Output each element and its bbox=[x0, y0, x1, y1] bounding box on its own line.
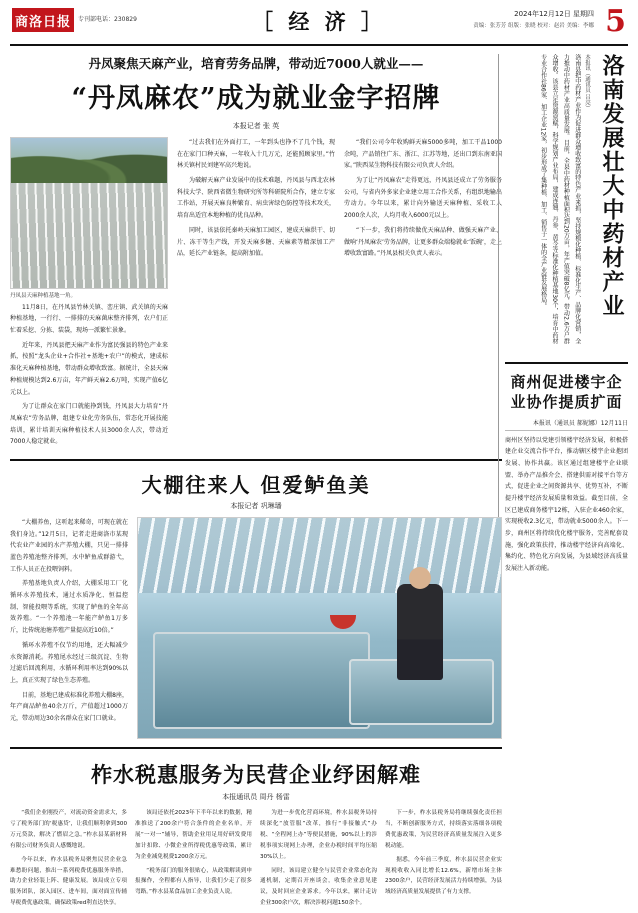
article-danfeng-mananong bbox=[10, 54, 502, 451]
section-title: ［ 经 济 ］ bbox=[252, 9, 386, 34]
article1-photo-caption: 丹凤县天麻种植基地一角。 bbox=[10, 293, 77, 299]
rail2-byline: 本报讯（通讯员 郝妮娜）12月11日 bbox=[505, 418, 628, 431]
article1-p2: 近年来，丹凤县把天麻产业作为富民强县的特色产业来抓，按照“龙头企业+合作社+基地+农户”的模式，建成标准化天麻种植基地，带动群众增收致富。据统计，全县天麻种植规模达到2.6万亩，年产鲜天麻2.6万吨，实现产值6亿元以上。 bbox=[10, 341, 168, 396]
article-divider-1 bbox=[10, 459, 502, 461]
article1-photo bbox=[10, 137, 168, 289]
article3-p8: 据悉，今年前三季度，柞水县民营企业实现税收收入同比增长12.6%，新增市场主体2300余户，民营经济发展活力持续增强，为县域经济高质量发展提供了有力支撑。 bbox=[385, 856, 502, 896]
article1-p6: 同时，该县依托秦岭天麻加工园区，建成天麻烘干、切片、冻干等生产线，开发天麻多糖、天麻素等精深加工产品，延长产业链条，提高附加值。 bbox=[177, 226, 335, 258]
article2-byline: 本报记者 巩琳璠 bbox=[230, 501, 282, 510]
article1-col-1 bbox=[10, 137, 168, 451]
rail1-byline: 本报讯（通讯员 吕亮） bbox=[584, 54, 590, 111]
rail2-headline: 商州促进楼宇企业协作提质扩面 bbox=[510, 373, 623, 412]
article1-col-3 bbox=[344, 137, 502, 451]
article1-byline: 本报记者 张 英 bbox=[232, 122, 280, 130]
article3-p2: 今年以来，柞水县税务局聚焦民营企业急难愁盼问题，推出一系列税费优惠服务举措，助力企业轻装上阵、健康发展。该局成立专项服务团队，深入园区、进车间，面对面宣传辅导税费优惠政策，确保政策red利直达快享。 bbox=[10, 856, 127, 907]
article3-col-3 bbox=[260, 808, 377, 912]
masthead bbox=[10, 6, 628, 46]
article2-p3: 循环水养殖不仅节约用地，还大幅减少水资源消耗。养殖尾水经过三级沉淀、生物过滤后回流利用，水循环利用率达到90%以上，真正实现了绿色生态养殖。 bbox=[10, 641, 128, 684]
article3-col-4 bbox=[385, 808, 502, 912]
rail2-body: 商州区坚持以党建引领楼宇经济发展，积极搭建企业交流合作平台，推动辖区楼宇企业抱团发展、协作共赢。该区通过组建楼宇企业联盟、举办产品推介会、搭建供需对接平台等方式，促进企业之间资源共享、优势互补，不断提升楼宇经济发展质量和效益。截至目前，全区已建成商务楼宇12栋，入驻企业460余家，实现税收2.3亿元，带动就业5000余人。下一步，商州区将持续优化楼宇服务，完善配套设施，强化政策扶持，推动楼宇经济向高端化、集约化、特色化方向发展，为县域经济高质量发展注入新动能。 bbox=[505, 436, 628, 573]
article3-p4: “税务部门的服务很贴心，从政策解读到申报操作，全程都有人指导，让我们少走了很多弯路。”柞水县某食品加工企业负责人说。 bbox=[135, 867, 252, 896]
rail1-headline: 洛南发展壮大中药材产业 bbox=[599, 54, 625, 318]
article3-byline: 本报通讯员 周丹 杨雷 bbox=[222, 792, 290, 801]
article-greenhouse-fish bbox=[10, 469, 502, 739]
fish-tank-front bbox=[153, 632, 371, 729]
article1-p5: 为破解天麻产业发展中的技术难题，丹凤县与西北农林科技大学、陕西省微生物研究所等科研院所合作，建立专家工作站，开展天麻良种繁育、病虫害绿色防控等技术攻关，培育出适宜本地种植的优良品种。 bbox=[177, 177, 335, 220]
article3-col-1 bbox=[10, 808, 127, 912]
article1-p7: “我们公司今年收购鲜天麻5000多吨，加工干品1000余吨，产品销往广东、浙江、江苏等地，还出口到东南亚国家。”陕西某生物科技有限公司负责人介绍。 bbox=[344, 139, 502, 170]
article2-p2: 养殖基地负责人介绍，大棚采用工厂化循环水养殖技术，通过水质净化、恒温控制、智能投喂等系统，实现了鲈鱼的全年高效养殖。“一个养殖池一年能产鲈鱼1万多斤，比传统池塘养殖产量提高近10倍。” bbox=[10, 580, 128, 635]
rail-article-洛南 bbox=[505, 54, 628, 354]
rail-divider bbox=[505, 362, 628, 364]
article3-p1: “我们企业刚投产，对流动资金需求大，多亏了税务部门的‘税惠贷’，让我们顺利拿到300万元贷款，解决了燃眉之急。”柞水县某新材料有限公司财务负责人感慨地说。 bbox=[10, 809, 127, 849]
main-content bbox=[10, 54, 502, 912]
publication-date: 2024年12月12日 星期四 bbox=[514, 10, 594, 18]
worker-figure bbox=[397, 584, 443, 680]
article3-p7: 下一步，柞水县税务局将继续强化责任担当，不断创新服务方式，持续落实落细各项税费优惠政策，为民营经济高质量发展注入更多税动能。 bbox=[385, 809, 502, 849]
rail1-body: 洛南县把中药材产业作为促进群众增收致富的特色产业来抓，坚持规模化种植、标准化生产、品牌化营销，全力推动中药材产业高质量发展。目前，全县中药材种植面积达到20万亩，年产值突破8亿元，带动2.6万户群众增收。该县立足资源禀赋，科学规划产业布局，建成连翘、丹参、黄芩等标准化种植基地30个，培育中药材专业合作社86家、加工企业12家，初步形成了集种植、加工、销售于一体的全产业链发展格局。 bbox=[539, 54, 581, 344]
article2-p1: “大棚养鱼，这听起来稀奇，可现在就在我们身边。”12月5日，记者走进商洛市某现代农业产业园的水产养殖大棚，只见一排排蓝色养殖池整齐排列，水中鲈鱼成群游弋，工作人员正在投喂饲料。 bbox=[10, 518, 128, 573]
article1-col-2 bbox=[177, 137, 335, 451]
article2-text bbox=[10, 517, 128, 739]
newspaper-logo: 商洛日报 bbox=[12, 8, 74, 32]
article-zhashui-tax bbox=[10, 759, 502, 912]
article1-headline: “丹凤麻农”成为就业金字招牌 bbox=[71, 83, 441, 114]
supplement-phone: 专刊部电话：230829 bbox=[78, 16, 137, 23]
greenhouse-roof bbox=[138, 518, 501, 593]
editorial-credits: 责编：张芳芳 组版：张晓 校对：赵岩 美编：李娜 bbox=[473, 23, 594, 29]
article1-kicker: 丹凤聚焦天麻产业，培育劳务品牌，带动近7000人就业—— bbox=[88, 56, 424, 71]
right-rail bbox=[498, 54, 628, 575]
article1-p8: 为了让“丹凤麻农”走得更远，丹凤县还成立了劳务服务公司，与省内外多家企业建立用工合作关系，有组织地输出劳动力。今年以来，累计向外输送天麻种植、采收工人2000余人次，人均月收入6000元以上。 bbox=[344, 177, 502, 220]
page-number: 5 bbox=[605, 4, 626, 39]
article2-p4: 目前，基地已建成标准化养殖大棚8座，年产商品鲈鱼40余万斤，产值超过1000万元，带动周边30余名群众在家门口就业。 bbox=[10, 691, 128, 722]
article1-p1: 11月8日，在丹凤县竹林关镇、峦庄镇、武关镇的天麻种植基地，一行行、一排排的天麻菌床整齐排列，农户们正忙着采挖、分拣、装袋，现场一派繁忙景象。 bbox=[10, 303, 168, 335]
article2-photo bbox=[137, 517, 502, 739]
article3-p6: 同时，该局建立健全与民营企业常态化沟通机制，定期召开座谈会，收集企业意见建议，及时回应企业诉求。今年以来，累计走访企业300余户次，解决涉税问题150余个。 bbox=[260, 867, 377, 907]
article3-p3: 该局还依托2023年下半年以来的数据，精准推送了200余户符合条件的企业名单，开展“一对一”辅导，帮助企业用足用好研发费用加计扣除、小微企业所得税优惠等政策，累计为企业减免税费1200余万元。 bbox=[135, 809, 252, 860]
article3-p5: 为进一步优化营商环境，柞水县税务局持续深化“放管服”改革，推行“非接触式”办税、“全程网上办”等便民措施，90%以上的涉税事项实现网上办理，企业办税时间平均压缩30%以上。 bbox=[260, 809, 377, 860]
article-divider-2 bbox=[10, 747, 502, 749]
article2-headline: 大棚往来人 但爱鲈鱼美 bbox=[141, 472, 371, 497]
rail-article-商州 bbox=[505, 372, 628, 575]
article1-p3: 为了让群众在家门口就能挣到钱，丹凤县大力培育“丹凤麻农”劳务品牌，组建专业化劳务队伍，常态化开展技能培训，累计培训天麻种植技术人员3000余人次，带动近7000人稳定就业。 bbox=[10, 403, 168, 446]
article3-headline: 柞水税惠服务为民营企业纾困解难 bbox=[91, 761, 421, 787]
article1-p9: “下一步，我们将持续做优天麻品种、做强天麻产业、做响‘丹凤麻农’劳务品牌，让更多群众端稳就业‘饭碗’，走上增收致富路。”丹凤县相关负责人表示。 bbox=[344, 226, 502, 258]
article3-col-2 bbox=[135, 808, 252, 912]
article1-p4: “过去我们在外面打工，一年到头也挣不了几个钱，现在在家门口种天麻，一年收入十几万元，还能照顾家里。”竹林关镇村民刘建军高兴地说。 bbox=[177, 139, 335, 170]
feed-basin bbox=[330, 615, 356, 629]
